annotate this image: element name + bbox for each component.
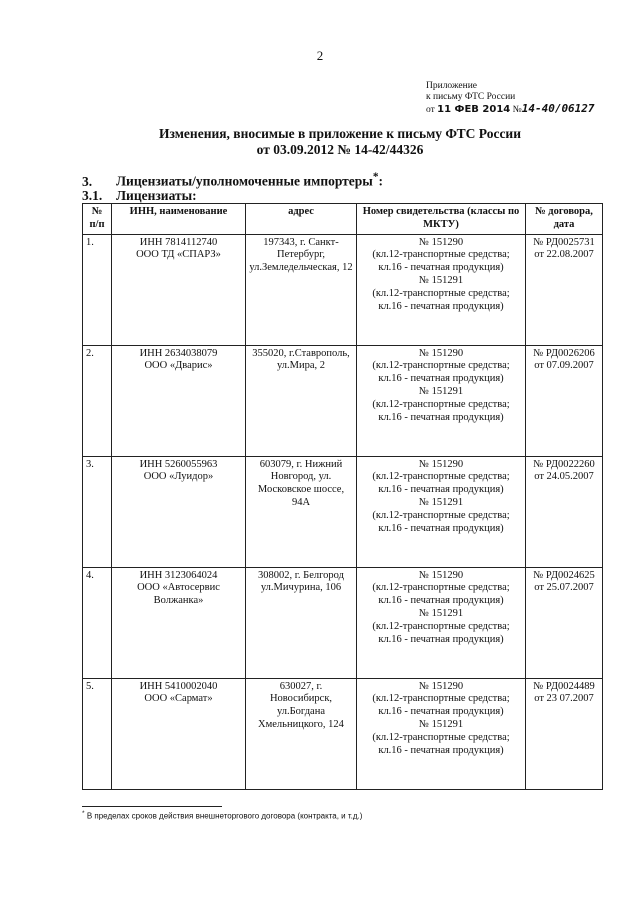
number-prefix: № <box>512 105 522 115</box>
inn: ИНН 7814112740 <box>139 236 218 248</box>
company-name: ООО «Сармат» <box>144 693 213 705</box>
contract-number: № РД0024625 <box>533 569 595 581</box>
certificate-1: № 151290 <box>418 347 464 359</box>
inn-cell <box>112 456 246 567</box>
contract-date: от 23 07.2007 <box>534 693 594 705</box>
contract-cell <box>526 567 603 678</box>
table-header-row <box>83 204 603 235</box>
company-name: ООО ТД «СПАРЗ» <box>136 249 221 261</box>
certificate-1: № 151290 <box>418 236 464 248</box>
contract-cell <box>526 345 603 456</box>
inn: ИНН 3123064024 <box>139 569 218 581</box>
certificate-2-classes: (кл.12-транспортные средства; кл.16 - печатная продукция) <box>372 509 510 534</box>
contract-number: № РД0025731 <box>533 236 595 248</box>
subsection-title: Лицензиаты: <box>116 188 197 203</box>
certificate-2: № 151291 <box>418 718 464 730</box>
row-number: 5. <box>83 678 112 789</box>
subsection-heading <box>82 188 197 204</box>
header-address: адрес <box>246 204 357 235</box>
certificate-cell <box>357 234 526 345</box>
title-line-2: от 03.09.2012 № 14-42/44326 <box>256 142 424 157</box>
section-title: Лицензиаты/уполномоченные импортеры <box>116 173 373 189</box>
certificate-2-classes: (кл.12-транспортные средства; кл.16 - печатная продукция) <box>372 398 510 423</box>
certificate-1-classes: (кл.12-транспортные средства; кл.16 - печатная продукция) <box>372 693 510 718</box>
inn-cell <box>112 567 246 678</box>
table-row <box>83 345 603 456</box>
certificate-2: № 151291 <box>418 607 464 619</box>
row-number: 4. <box>83 567 112 678</box>
inn: ИНН 2634038079 <box>139 347 218 359</box>
appendix-line-1: Приложение <box>426 81 477 91</box>
certificate-cell <box>357 456 526 567</box>
row-number: 2. <box>83 345 112 456</box>
contract-date: от 24.05.2007 <box>534 471 594 483</box>
address: 630027, г. Новосибирск, ул.Богдана Хмельницкого, 124 <box>246 678 357 789</box>
date-stamp: 11 ФЕВ 2014 <box>437 104 511 115</box>
certificate-cell <box>357 678 526 789</box>
contract-number: № РД0024489 <box>533 680 595 692</box>
certificate-2-classes: (кл.12-транспортные средства; кл.16 - печатная продукция) <box>372 731 510 756</box>
row-number: 1. <box>83 234 112 345</box>
contract-number: № РД0026206 <box>533 347 595 359</box>
licensees-table <box>82 203 603 790</box>
company-name: ООО «Луидор» <box>143 471 214 483</box>
certificate-2: № 151291 <box>418 274 464 286</box>
certificate-cell <box>357 345 526 456</box>
certificate-1: № 151290 <box>418 569 464 581</box>
footnote-divider <box>82 806 222 807</box>
row-number: 3. <box>83 456 112 567</box>
section-number: 3. <box>82 173 93 189</box>
footnote-marker: * <box>372 171 379 183</box>
contract-cell <box>526 678 603 789</box>
address: 355020, г.Ставрополь, ул.Мира, 2 <box>246 345 357 456</box>
certificate-2-classes: (кл.12-транспортные средства; кл.16 - печатная продукция) <box>372 620 510 645</box>
contract-date: от 07.09.2007 <box>534 360 594 372</box>
footnote-marker: * <box>82 810 85 817</box>
certificate-1-classes: (кл.12-транспортные средства; кл.16 - печатная продукция) <box>372 582 510 607</box>
header-number: № п/п <box>83 204 112 235</box>
certificate-1-classes: (кл.12-транспортные средства; кл.16 - печатная продукция) <box>372 249 510 274</box>
header-contract: № договора, дата <box>526 204 603 235</box>
address: 603079, г. Нижний Новгород, ул. Московское шоссе, 94А <box>246 456 357 567</box>
appendix-date-number <box>426 103 626 116</box>
subsection-number: 3.1. <box>82 188 103 203</box>
inn: ИНН 5410002040 <box>139 680 218 692</box>
document-title <box>60 126 620 158</box>
section-heading <box>82 171 383 190</box>
footnote <box>82 810 362 821</box>
appendix-note <box>426 81 626 116</box>
footnote-text: В пределах сроков действия внешнеторгового договора (контракта, и т.д.) <box>86 811 363 821</box>
certificate-cell <box>357 567 526 678</box>
address: 197343, г. Санкт-Петербург, ул.Земледельческая, 12 <box>246 234 357 345</box>
header-certificate: Номер свидетельства (классы по МКТУ) <box>357 204 526 235</box>
table-row <box>83 234 603 345</box>
contract-cell <box>526 234 603 345</box>
date-prefix: от <box>426 105 435 115</box>
certificate-2: № 151291 <box>418 385 464 397</box>
section-suffix: : <box>378 173 383 189</box>
inn: ИНН 5260055963 <box>139 458 218 470</box>
certificate-2: № 151291 <box>418 496 464 508</box>
inn-cell <box>112 345 246 456</box>
contract-number: № РД0022260 <box>533 458 595 470</box>
header-inn: ИНН, наименование <box>112 204 246 235</box>
inn-cell <box>112 678 246 789</box>
handwritten-number: 14-40/06127 <box>521 102 595 115</box>
address: 308002, г. Белгород ул.Мичурина, 106 <box>246 567 357 678</box>
company-name: ООО «Автосервис Волжанка» <box>137 582 220 607</box>
table-row <box>83 456 603 567</box>
inn-cell <box>112 234 246 345</box>
company-name: ООО «Дварис» <box>144 360 213 372</box>
table-row <box>83 567 603 678</box>
contract-date: от 22.08.2007 <box>534 249 594 261</box>
appendix-line-2: к письму ФТС России <box>426 92 516 102</box>
contract-cell <box>526 456 603 567</box>
certificate-1-classes: (кл.12-транспортные средства; кл.16 - печатная продукция) <box>372 471 510 496</box>
certificate-1: № 151290 <box>418 680 464 692</box>
certificate-2-classes: (кл.12-транспортные средства; кл.16 - печатная продукция) <box>372 287 510 312</box>
certificate-1-classes: (кл.12-транспортные средства; кл.16 - печатная продукция) <box>372 360 510 385</box>
title-line-1: Изменения, вносимые в приложение к письму ФТС России <box>159 126 521 141</box>
contract-date: от 25.07.2007 <box>534 582 594 594</box>
table-row <box>83 678 603 789</box>
page-number: 2 <box>316 48 324 63</box>
certificate-1: № 151290 <box>418 458 464 470</box>
